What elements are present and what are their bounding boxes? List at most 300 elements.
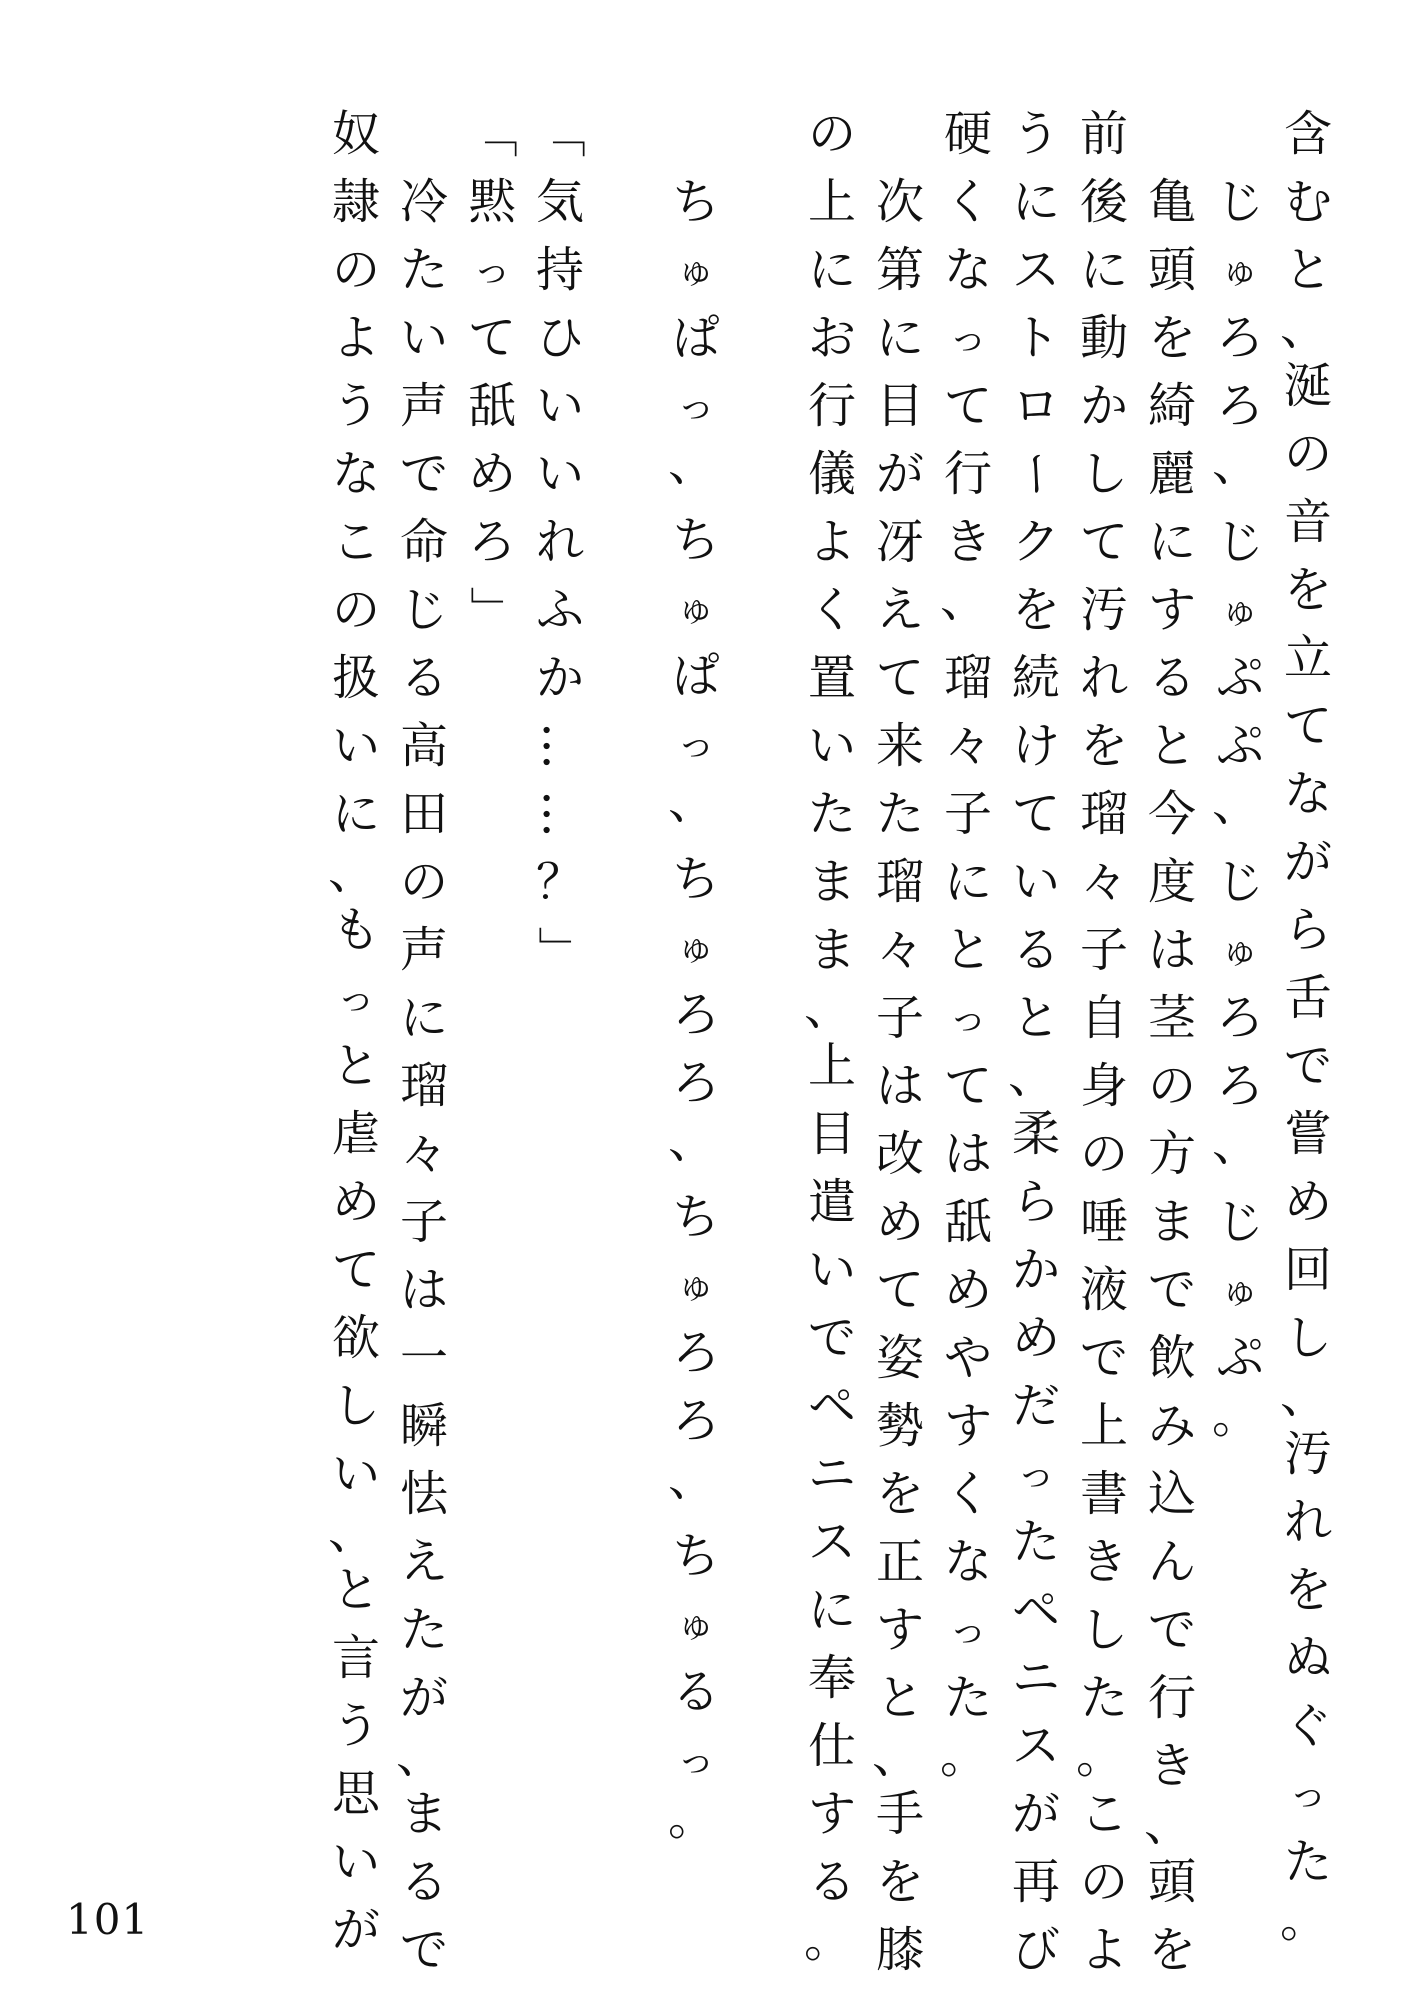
glyph: 。	[668, 1789, 717, 1846]
glyph: 子	[1079, 922, 1128, 978]
glyph: 々	[399, 1126, 448, 1182]
glyph: に	[1079, 242, 1128, 298]
glyph: を	[1079, 718, 1128, 774]
glyph: で	[399, 1922, 448, 1978]
glyph: ろ	[1215, 990, 1264, 1046]
glyph: に	[331, 786, 380, 842]
glyph: ゅ	[1220, 588, 1259, 632]
glyph: 硬	[943, 106, 992, 162]
glyph: ま	[807, 854, 856, 910]
glyph: を	[1283, 562, 1332, 618]
glyph: ス	[807, 1514, 856, 1570]
glyph	[1138, 100, 1206, 168]
glyph: ゅ	[676, 924, 715, 969]
text-column	[798, 100, 866, 1968]
text-column	[1138, 100, 1206, 1978]
glyph: と	[875, 1670, 924, 1726]
glyph: め	[943, 1262, 992, 1318]
glyph: 改	[875, 1126, 924, 1182]
glyph: 、	[668, 1451, 717, 1508]
glyph: す	[943, 1398, 992, 1454]
glyph: を	[875, 1466, 924, 1522]
glyph: 奉	[807, 1650, 856, 1706]
glyph: は	[943, 1126, 992, 1182]
glyph: た	[1011, 1514, 1060, 1570]
glyph: 々	[875, 922, 924, 978]
glyph: め	[875, 1194, 924, 1250]
glyph: 瑠	[399, 1058, 448, 1114]
glyph: よ	[807, 514, 856, 570]
glyph: 今	[1147, 786, 1196, 842]
text-column	[1002, 100, 1070, 1978]
glyph: し	[1283, 1310, 1332, 1366]
glyph: は	[875, 1058, 924, 1114]
glyph: で	[1147, 1602, 1196, 1658]
glyph: ？	[535, 854, 584, 910]
glyph: ゅ	[676, 1263, 715, 1308]
glyph: ま	[1147, 1194, 1196, 1250]
glyph: れ	[535, 514, 584, 570]
glyph: に	[1147, 514, 1196, 570]
glyph: ト	[1011, 310, 1060, 366]
glyph: た	[875, 786, 924, 842]
glyph: じ	[1215, 514, 1264, 570]
glyph: ち	[671, 512, 720, 569]
glyph: に	[875, 310, 924, 366]
glyph: ゅ	[676, 248, 715, 292]
glyph: ら	[1283, 902, 1332, 958]
glyph: ふ	[535, 582, 584, 638]
glyph: 再	[1011, 1854, 1060, 1910]
glyph: じ	[1215, 174, 1264, 230]
glyph: 続	[1011, 650, 1060, 706]
glyph: し	[1079, 446, 1128, 502]
glyph: の	[1147, 1058, 1196, 1114]
glyph: 冷	[399, 174, 448, 230]
glyph: が	[331, 1902, 380, 1958]
glyph: 行	[807, 378, 856, 434]
glyph: 々	[1079, 854, 1128, 910]
glyph: 田	[399, 786, 448, 842]
glyph: 音	[1283, 494, 1332, 550]
glyph: ろ	[671, 1054, 720, 1111]
glyph: 込	[1147, 1466, 1196, 1522]
glyph: が	[875, 446, 924, 502]
glyph: ゅ	[676, 586, 715, 631]
glyph: み	[1147, 1398, 1196, 1454]
glyph: き	[943, 514, 992, 570]
glyph: を	[875, 1854, 924, 1910]
glyph: れ	[1283, 1494, 1332, 1550]
text-column	[458, 100, 526, 1860]
glyph: 飲	[1147, 1330, 1196, 1386]
glyph: 汚	[1079, 582, 1128, 638]
glyph: と	[331, 1562, 380, 1618]
glyph: い	[399, 310, 448, 366]
glyph	[390, 100, 458, 168]
glyph: む	[1283, 174, 1332, 230]
glyph: 持	[535, 242, 584, 298]
glyph: ク	[1011, 514, 1060, 570]
glyph: か	[1011, 1242, 1060, 1298]
glyph: こ	[331, 514, 380, 570]
text-column	[1274, 100, 1342, 1948]
glyph: る	[399, 1854, 448, 1910]
glyph: 、	[328, 1504, 377, 1560]
glyph: て	[943, 1058, 992, 1114]
glyph: 立	[1283, 630, 1332, 686]
glyph: く	[943, 174, 992, 230]
glyph: 上	[807, 1038, 856, 1094]
glyph: 、	[1008, 1048, 1057, 1104]
glyph: ち	[671, 1189, 720, 1246]
glyph: っ	[336, 976, 375, 1020]
glyph: 書	[1079, 1466, 1128, 1522]
glyph: 手	[875, 1786, 924, 1842]
glyph: の	[1079, 1126, 1128, 1182]
glyph: ん	[1147, 1534, 1196, 1590]
glyph: 嘗	[1283, 1106, 1332, 1162]
glyph: こ	[1079, 1786, 1128, 1842]
glyph: 膝	[875, 1922, 924, 1978]
glyph: ち	[671, 850, 720, 907]
glyph: て	[875, 650, 924, 706]
glyph: て	[467, 310, 516, 366]
glyph: っ	[676, 1737, 715, 1782]
glyph: じ	[399, 582, 448, 638]
glyph: る	[807, 1854, 856, 1910]
glyph: じ	[1215, 854, 1264, 910]
glyph	[866, 100, 934, 168]
text-column	[322, 100, 390, 1958]
glyph: は	[1147, 922, 1196, 978]
glyph: に	[807, 242, 856, 298]
glyph: が	[399, 1670, 448, 1726]
glyph: 目	[875, 378, 924, 434]
glyph: 回	[1283, 1242, 1332, 1298]
glyph: な	[943, 242, 992, 298]
glyph: ぱ	[671, 648, 720, 705]
glyph: 命	[399, 514, 448, 570]
glyph: た	[943, 1670, 992, 1726]
glyph: 怯	[399, 1466, 448, 1522]
glyph: 欲	[331, 1310, 380, 1366]
glyph: 後	[1079, 174, 1128, 230]
glyph: す	[875, 1602, 924, 1658]
glyph: 虐	[331, 1106, 380, 1162]
glyph: ぷ	[1215, 650, 1264, 706]
glyph: …	[532, 722, 588, 770]
glyph: え	[399, 1534, 448, 1590]
glyph: ぷ	[1215, 1330, 1264, 1386]
glyph: く	[943, 1466, 992, 1522]
glyph: う	[331, 1698, 380, 1754]
glyph: 遣	[807, 1174, 856, 1230]
glyph: っ	[676, 384, 715, 428]
glyph: 高	[399, 718, 448, 774]
glyph: め	[1283, 1174, 1332, 1230]
glyph: 。	[1280, 1892, 1329, 1948]
text-column	[1206, 100, 1274, 1860]
glyph	[1206, 100, 1274, 168]
glyph: 自	[1079, 990, 1128, 1046]
glyph: 、	[940, 572, 989, 628]
glyph: 々	[943, 718, 992, 774]
glyph: め	[1011, 1310, 1060, 1366]
glyph: れ	[1079, 650, 1128, 706]
glyph: き	[1079, 1534, 1128, 1590]
glyph: 子	[399, 1194, 448, 1250]
glyph: を	[1283, 1562, 1332, 1618]
glyph: 声	[399, 378, 448, 434]
glyph: う	[1011, 106, 1060, 162]
glyph: っ	[1288, 1772, 1327, 1816]
vertical-text-block	[322, 100, 1342, 1978]
glyph: た	[1079, 1670, 1128, 1726]
glyph: め	[467, 446, 516, 502]
glyph: ゅ	[676, 1601, 715, 1646]
glyph: ニ	[807, 1446, 856, 1502]
glyph: 。	[940, 1728, 989, 1784]
glyph: い	[1011, 854, 1060, 910]
glyph: 亀	[1147, 174, 1196, 230]
glyph: も	[331, 902, 380, 958]
glyph: て	[943, 378, 992, 434]
glyph: 、	[1212, 776, 1261, 832]
text-column	[866, 100, 934, 1978]
glyph: 「	[464, 109, 520, 158]
text-column	[390, 100, 458, 1978]
glyph: 第	[875, 242, 924, 298]
glyph: ち	[671, 174, 720, 230]
glyph: と	[943, 922, 992, 978]
glyph: て	[1283, 698, 1332, 754]
glyph: ま	[399, 1786, 448, 1842]
glyph: 涎	[1283, 358, 1332, 414]
glyph: 含	[1283, 106, 1332, 162]
glyph: 。	[1212, 1388, 1261, 1444]
glyph: 汚	[1283, 1426, 1332, 1482]
glyph: よ	[1079, 1922, 1128, 1978]
glyph: 奴	[331, 106, 380, 162]
glyph: 、	[1212, 1116, 1261, 1172]
glyph: と	[1283, 242, 1332, 298]
glyph: ち	[671, 1527, 720, 1584]
glyph: 仕	[807, 1718, 856, 1774]
glyph: ろ	[671, 1325, 720, 1382]
glyph: き	[1147, 1738, 1196, 1794]
glyph: ぱ	[671, 310, 720, 366]
glyph: 、	[1280, 1368, 1329, 1424]
glyph: る	[671, 1663, 720, 1720]
glyph: 子	[875, 990, 924, 1046]
glyph: 瑠	[1079, 786, 1128, 842]
glyph: 、	[1144, 1796, 1193, 1852]
glyph: 置	[807, 650, 856, 706]
glyph: 動	[1079, 310, 1128, 366]
glyph: ぐ	[1283, 1698, 1332, 1754]
glyph: い	[331, 718, 380, 774]
glyph: う	[331, 378, 380, 434]
glyph: 気	[535, 174, 584, 230]
glyph: 」	[532, 925, 588, 974]
glyph: 正	[875, 1534, 924, 1590]
glyph: や	[943, 1330, 992, 1386]
glyph: る	[1147, 650, 1196, 706]
glyph: て	[875, 1262, 924, 1318]
glyph: た	[807, 786, 856, 842]
page-number: 101	[66, 1895, 150, 1944]
glyph: 麗	[1147, 446, 1196, 502]
glyph: 勢	[875, 1398, 924, 1454]
glyph: 度	[1147, 854, 1196, 910]
glyph: 舐	[467, 378, 516, 434]
glyph: 頭	[1147, 242, 1196, 298]
glyph: 扱	[331, 650, 380, 706]
glyph: 一	[399, 1330, 448, 1386]
glyph: 、	[668, 774, 717, 831]
glyph: を	[1011, 582, 1060, 638]
glyph: ロ	[1011, 378, 1060, 434]
glyph: の	[331, 242, 380, 298]
glyph: で	[399, 446, 448, 502]
glyph: を	[1147, 310, 1196, 366]
glyph: よ	[331, 310, 380, 366]
glyph: ろ	[1215, 1058, 1264, 1114]
glyph: た	[1283, 1834, 1332, 1890]
glyph: な	[943, 1534, 992, 1590]
glyph: の	[807, 106, 856, 162]
glyph: く	[807, 582, 856, 638]
glyph: が	[1283, 834, 1332, 890]
glyph: 上	[1079, 1398, 1128, 1454]
glyph: 、	[668, 436, 717, 492]
glyph: 舐	[943, 1194, 992, 1250]
glyph: し	[331, 1378, 380, 1434]
glyph: 冴	[875, 514, 924, 570]
glyph: い	[535, 446, 584, 502]
glyph: ら	[1011, 1174, 1060, 1230]
glyph: る	[1011, 922, 1060, 978]
glyph: ろ	[1215, 378, 1264, 434]
glyph: 声	[399, 922, 448, 978]
glyph: ぷ	[1215, 718, 1264, 774]
glyph: め	[331, 1174, 380, 1230]
glyph: っ	[1016, 1452, 1055, 1496]
glyph: 瑠	[875, 854, 924, 910]
glyph: 、	[1212, 436, 1261, 492]
glyph: の	[399, 854, 448, 910]
glyph: す	[807, 1786, 856, 1842]
glyph: ゅ	[1220, 248, 1259, 292]
glyph: 、	[668, 1112, 717, 1169]
glyph: っ	[948, 1608, 987, 1652]
text-column	[526, 100, 594, 1860]
glyph: に	[943, 854, 992, 910]
glyph: い	[331, 1834, 380, 1890]
glyph: ろ	[671, 1393, 720, 1450]
glyph: ゅ	[1220, 928, 1259, 972]
glyph: て	[331, 1242, 380, 1298]
glyph: 」	[464, 585, 520, 634]
glyph: え	[875, 582, 924, 638]
glyph: と	[1147, 718, 1196, 774]
glyph: い	[331, 1446, 380, 1502]
glyph: っ	[948, 316, 987, 360]
glyph: が	[1011, 1786, 1060, 1842]
glyph: じ	[1215, 1194, 1264, 1250]
glyph: 舌	[1283, 970, 1332, 1026]
glyph: け	[1011, 718, 1060, 774]
glyph: 、	[1280, 300, 1329, 356]
glyph: ニ	[1011, 1650, 1060, 1706]
glyph: ペ	[807, 1378, 856, 1434]
glyph: 茎	[1147, 990, 1196, 1046]
glyph: と	[1011, 990, 1060, 1046]
glyph: い	[807, 1242, 856, 1298]
glyph: 方	[1147, 1126, 1196, 1182]
glyph: 液	[1079, 1262, 1128, 1318]
glyph: 前	[1079, 106, 1128, 162]
glyph: な	[1283, 766, 1332, 822]
glyph: っ	[472, 248, 511, 292]
text-column	[934, 100, 1002, 1860]
glyph: 次	[875, 174, 924, 230]
glyph: お	[807, 310, 856, 366]
glyph: 行	[943, 446, 992, 502]
glyph: び	[1011, 1922, 1060, 1978]
glyph: だ	[1011, 1378, 1060, 1434]
glyph: 、	[872, 1728, 921, 1784]
glyph: 儀	[807, 446, 856, 502]
glyph: ま	[807, 922, 856, 978]
glyph: で	[1147, 1262, 1196, 1318]
glyph: 唾	[1079, 1194, 1128, 1250]
glyph: 「	[532, 109, 588, 158]
glyph: と	[331, 1038, 380, 1094]
glyph: る	[399, 650, 448, 706]
glyph: か	[1079, 378, 1128, 434]
glyph: 頭	[1147, 1854, 1196, 1910]
glyph: い	[535, 378, 584, 434]
glyph: ろ	[467, 514, 516, 570]
glyph: …	[532, 790, 588, 838]
glyph: の	[1079, 1854, 1128, 1910]
glyph: 隷	[331, 174, 380, 230]
glyph: 柔	[1011, 1106, 1060, 1162]
glyph: ス	[1011, 242, 1060, 298]
glyph: 言	[331, 1630, 380, 1686]
glyph: に	[399, 990, 448, 1046]
glyph: し	[1079, 1602, 1128, 1658]
glyph: を	[1147, 1922, 1196, 1978]
glyph: 身	[1079, 1058, 1128, 1114]
glyph: 黙	[467, 174, 516, 230]
glyph: に	[807, 1582, 856, 1638]
glyph: 。	[1076, 1728, 1125, 1784]
glyph: 。	[804, 1912, 853, 1968]
glyph: ペ	[1011, 1582, 1060, 1638]
glyph: ゅ	[1220, 1268, 1259, 1312]
glyph: て	[1011, 786, 1060, 842]
glyph: 瞬	[399, 1398, 448, 1454]
glyph: ろ	[1215, 310, 1264, 366]
glyph: 、	[328, 844, 377, 900]
glyph: い	[807, 718, 856, 774]
glyph: に	[1011, 174, 1060, 230]
glyph: で	[1283, 1038, 1332, 1094]
blank-line	[594, 100, 662, 1860]
